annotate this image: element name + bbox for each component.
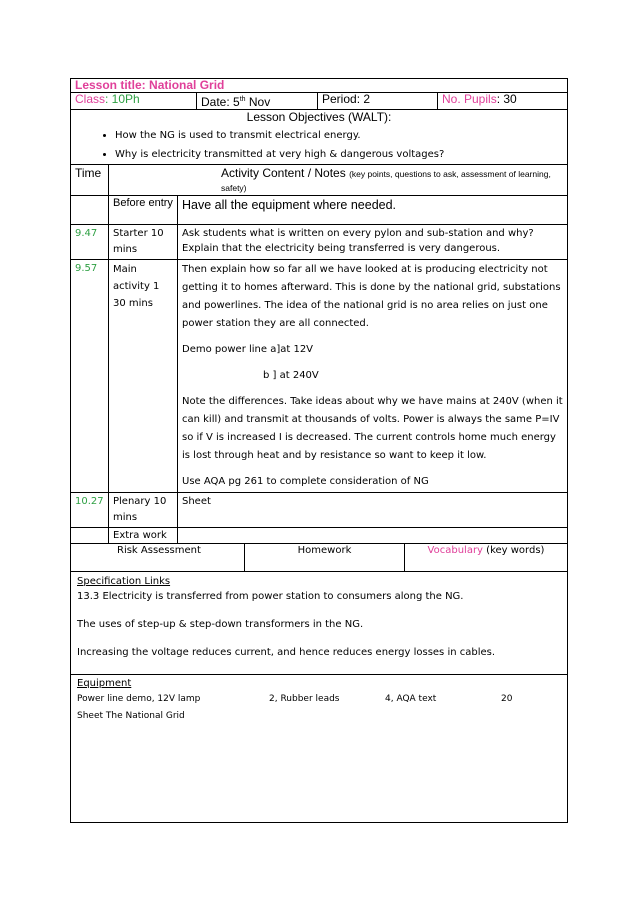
class-label: Class — [75, 92, 106, 106]
spec-title: Specification Links — [77, 576, 171, 587]
date-rest: Nov — [245, 95, 271, 109]
objectives-list — [75, 126, 563, 164]
activities-table — [70, 164, 568, 544]
row-label: Main activity 1 30 mins — [109, 260, 178, 493]
class-cell — [71, 93, 197, 110]
spec-table — [70, 571, 568, 675]
row-label: Starter 10 mins — [109, 225, 178, 260]
demo-line-b: b ] at 240V — [263, 370, 319, 381]
equipment-item: Power line demo, 12V lamp — [77, 694, 201, 704]
lesson-plan — [70, 78, 568, 823]
vocabulary-label: Vocabulary — [427, 545, 483, 556]
class-value: : 10Ph — [105, 92, 140, 106]
risk-assessment: Risk Assessment — [71, 544, 245, 572]
period: Period: 2 — [318, 93, 438, 110]
equipment-item: 4, AQA text — [385, 694, 437, 704]
equipment-item: 20 — [501, 694, 513, 704]
activity-header-label: Activity Content / Notes — [221, 166, 346, 180]
objectives-cell — [71, 110, 568, 165]
equipment-row — [77, 691, 561, 708]
vocabulary-cell — [405, 544, 568, 572]
notes-paragraph: Note the differences. Take ideas about why we have mains at 240V (when it can kill) and transmit at thousands of volts. Power is always the same P=IV so if V is increased I is decreased. The current controls home much energy is lost through heat and by resistance so want to keep it low. — [182, 396, 563, 461]
equipment-table — [70, 674, 568, 823]
lesson-title — [71, 79, 568, 93]
date-sup: th — [239, 96, 246, 103]
row-label: Before entry — [109, 196, 178, 225]
row-content: Have all the equipment where needed. — [178, 196, 568, 225]
pupils-value: : 30 — [496, 92, 517, 106]
equipment-title: Equipment — [77, 678, 132, 689]
main-paragraph: Then explain how so far all we have looked at is producing electricity not getting it to homes afterward. This is done by the national grid, substations and powerlines. The idea of the national grid is no area relies on just one power station they are all connected. — [182, 264, 561, 329]
lesson-title-label: Lesson title: — [75, 78, 146, 92]
spec-line: The uses of step-up & step-down transformers in the NG. — [77, 619, 364, 630]
row-content-main — [178, 260, 568, 493]
objectives-heading: Lesson Objectives (WALT): — [246, 110, 392, 124]
row-content: Ask students what is written on every pylon and sub-station and why? Explain that the electricity being transferred is very dangerous. — [178, 225, 568, 260]
pupils-label: No. Pupils — [442, 92, 497, 106]
activity-header — [109, 165, 568, 196]
homework: Homework — [245, 544, 405, 572]
objective-item: • Why is electricity transmitted at very high & dangerous voltages? — [115, 145, 563, 164]
row-time: 9.57 — [71, 260, 109, 493]
row-time — [71, 528, 109, 544]
row-time: 9.47 — [71, 225, 109, 260]
equipment-cell — [71, 675, 568, 823]
row-label: Extra work — [109, 528, 178, 544]
lesson-title-value: National Grid — [149, 78, 225, 92]
spec-cell — [71, 572, 568, 675]
demo-line-a: Demo power line a]at 12V — [182, 344, 314, 355]
row-content: Sheet — [178, 493, 568, 528]
row-content — [178, 528, 568, 544]
activity-header-note: (key points, questions to ask, assessment of learning, safety) — [221, 169, 551, 193]
footer-header-table — [70, 543, 568, 572]
vocabulary-rest: (key words) — [482, 545, 545, 556]
row-time: 10.27 — [71, 493, 109, 528]
spec-line: Increasing the voltage reduces current, and hence reduces energy losses in cables. — [77, 647, 496, 658]
date-label: Date: 5 — [201, 95, 240, 109]
objectives-table — [70, 109, 568, 165]
row-time — [71, 196, 109, 225]
date-cell — [197, 93, 318, 110]
lesson-header-table — [70, 78, 568, 110]
equipment-item: Sheet The National Grid — [77, 711, 185, 721]
time-header: Time — [71, 165, 109, 196]
aqa-line: Use AQA pg 261 to complete consideration of NG — [182, 476, 429, 487]
pupils-cell — [438, 93, 568, 110]
equipment-item: 2, Rubber leads — [269, 694, 340, 704]
spec-line: 13.3 Electricity is transferred from power station to consumers along the NG. — [77, 591, 464, 602]
row-label: Plenary 10 mins — [109, 493, 178, 528]
objective-item: • How the NG is used to transmit electrical energy. — [115, 126, 563, 145]
